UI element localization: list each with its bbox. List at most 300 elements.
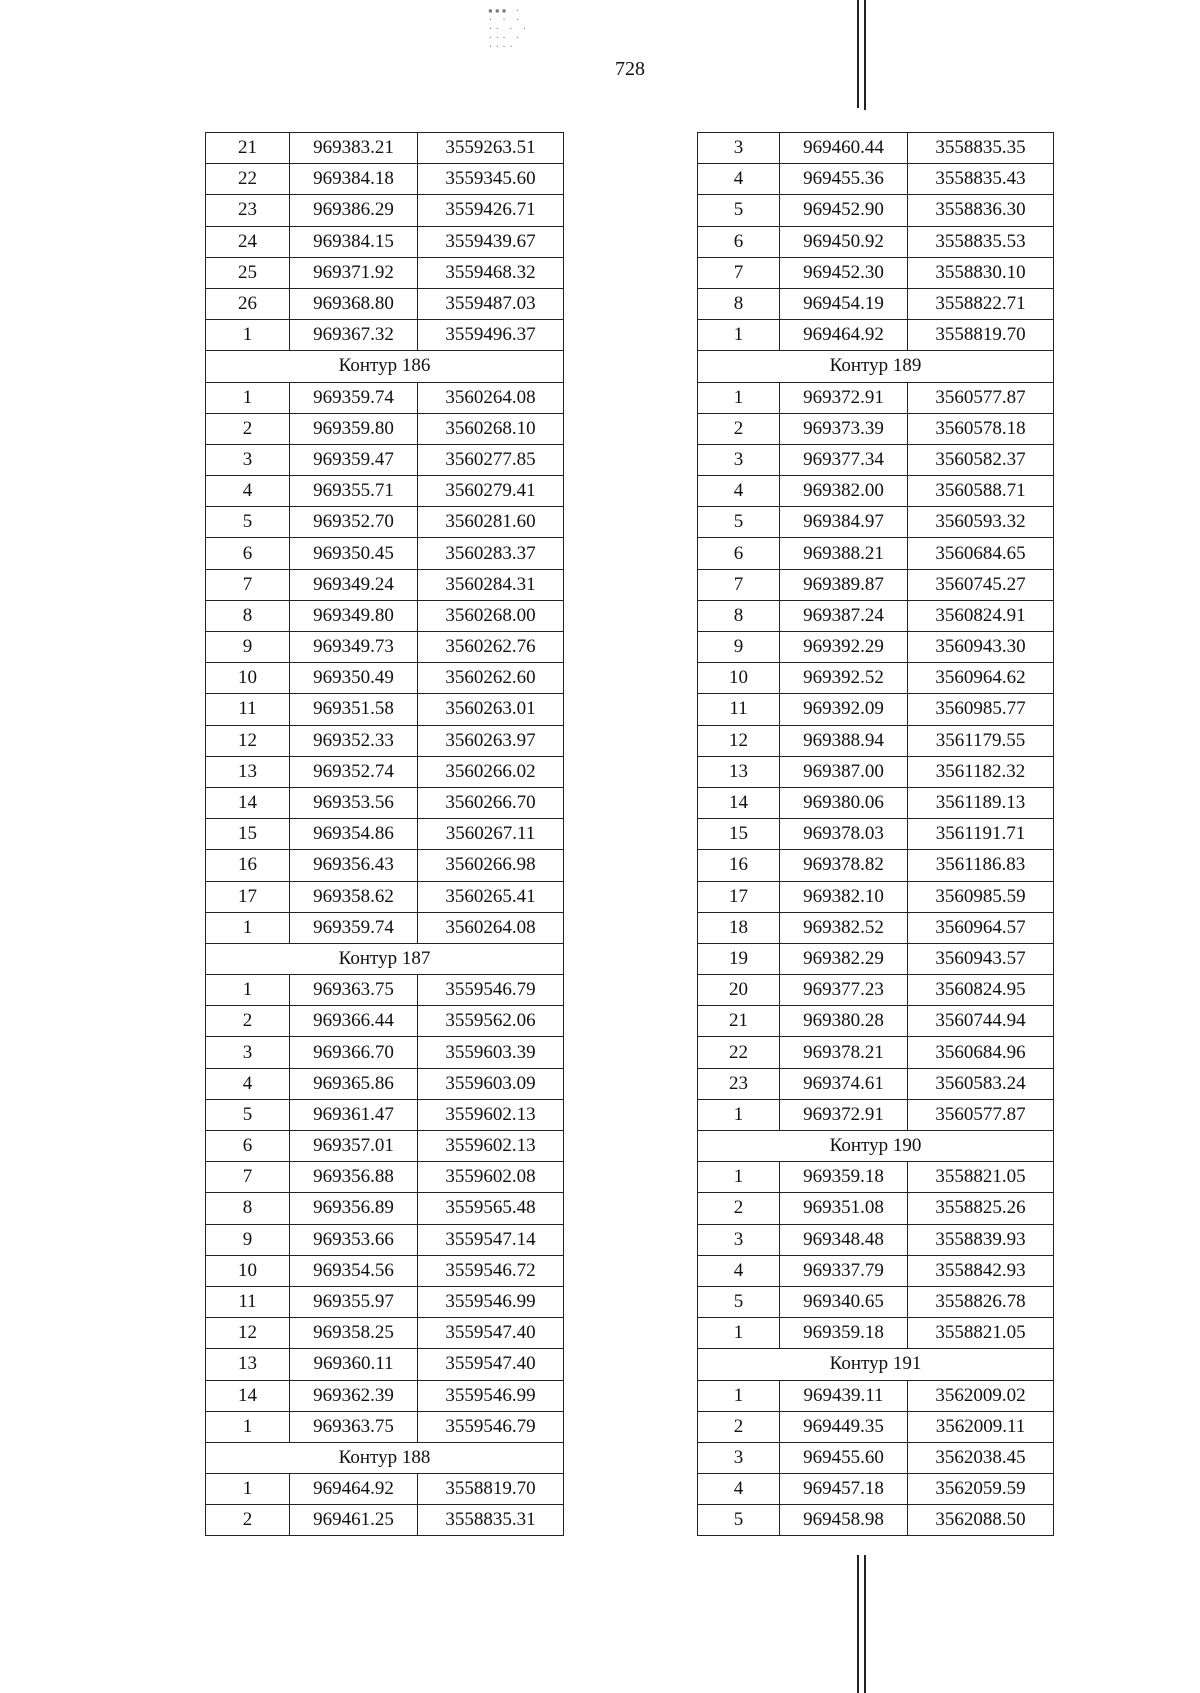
coord-y: 3560593.32 bbox=[908, 507, 1054, 538]
point-number: 25 bbox=[206, 257, 290, 288]
coord-y: 3560267.11 bbox=[418, 819, 564, 850]
coord-x: 969356.89 bbox=[290, 1193, 418, 1224]
coord-y: 3558825.26 bbox=[908, 1193, 1054, 1224]
coord-x: 969349.73 bbox=[290, 632, 418, 663]
coord-y: 3560262.60 bbox=[418, 663, 564, 694]
coord-y: 3561191.71 bbox=[908, 819, 1054, 850]
point-number: 6 bbox=[206, 538, 290, 569]
contour-title: Контур 186 bbox=[206, 351, 564, 382]
table-row bbox=[698, 320, 1054, 351]
point-number: 10 bbox=[206, 1255, 290, 1286]
table-row bbox=[206, 569, 564, 600]
coord-y: 3559602.13 bbox=[418, 1099, 564, 1130]
coord-x: 969373.39 bbox=[780, 413, 908, 444]
point-number: 8 bbox=[206, 600, 290, 631]
point-number: 1 bbox=[206, 912, 290, 943]
contour-header-row bbox=[698, 1131, 1054, 1162]
table-row bbox=[698, 1006, 1054, 1037]
coord-x: 969367.32 bbox=[290, 320, 418, 351]
coord-x: 969350.45 bbox=[290, 538, 418, 569]
coord-x: 969359.47 bbox=[290, 444, 418, 475]
coord-x: 969389.87 bbox=[780, 569, 908, 600]
table-row bbox=[698, 569, 1054, 600]
coord-y: 3559546.79 bbox=[418, 1411, 564, 1442]
point-number: 4 bbox=[698, 476, 780, 507]
coord-x: 969372.91 bbox=[780, 1099, 908, 1130]
table-row bbox=[206, 1474, 564, 1505]
table-row bbox=[206, 257, 564, 288]
table-row bbox=[698, 1474, 1054, 1505]
coord-y: 3560578.18 bbox=[908, 413, 1054, 444]
coord-x: 969388.94 bbox=[780, 725, 908, 756]
table-row bbox=[698, 507, 1054, 538]
contour-header-row bbox=[206, 1442, 564, 1473]
table-row bbox=[698, 226, 1054, 257]
coord-y: 3559546.79 bbox=[418, 975, 564, 1006]
coord-x: 969392.09 bbox=[780, 694, 908, 725]
coord-x: 969349.24 bbox=[290, 569, 418, 600]
point-number: 7 bbox=[206, 569, 290, 600]
coord-x: 969352.33 bbox=[290, 725, 418, 756]
coord-y: 3558821.05 bbox=[908, 1318, 1054, 1349]
coord-x: 969372.91 bbox=[780, 382, 908, 413]
table-row bbox=[206, 1505, 564, 1536]
contour-header-row bbox=[698, 351, 1054, 382]
table-row bbox=[206, 850, 564, 881]
coord-y: 3560684.65 bbox=[908, 538, 1054, 569]
binding-line-bottom-2 bbox=[864, 1555, 866, 1693]
coord-x: 969352.74 bbox=[290, 756, 418, 787]
coord-x: 969359.80 bbox=[290, 413, 418, 444]
table-row bbox=[698, 413, 1054, 444]
point-number: 12 bbox=[698, 725, 780, 756]
coord-y: 3560943.57 bbox=[908, 943, 1054, 974]
table-row bbox=[206, 975, 564, 1006]
point-number: 22 bbox=[206, 164, 290, 195]
table-row bbox=[206, 288, 564, 319]
table-row bbox=[698, 1037, 1054, 1068]
point-number: 2 bbox=[698, 413, 780, 444]
coord-y: 3560268.00 bbox=[418, 600, 564, 631]
coord-x: 969387.00 bbox=[780, 756, 908, 787]
point-number: 24 bbox=[206, 226, 290, 257]
table-row bbox=[698, 725, 1054, 756]
coord-x: 969356.88 bbox=[290, 1162, 418, 1193]
coord-y: 3558835.53 bbox=[908, 226, 1054, 257]
coord-x: 969464.92 bbox=[290, 1474, 418, 1505]
coord-y: 3558830.10 bbox=[908, 257, 1054, 288]
coord-y: 3559546.99 bbox=[418, 1380, 564, 1411]
coord-y: 3558822.71 bbox=[908, 288, 1054, 319]
coord-y: 3561189.13 bbox=[908, 787, 1054, 818]
table-row bbox=[206, 1068, 564, 1099]
table-row bbox=[698, 850, 1054, 881]
point-number: 16 bbox=[698, 850, 780, 881]
contour-header-row bbox=[698, 1349, 1054, 1380]
coord-y: 3560684.96 bbox=[908, 1037, 1054, 1068]
table-row bbox=[206, 1411, 564, 1442]
scan-smudge: ▪▪▪ · · · · ·· · · ··· · ···· bbox=[488, 6, 529, 51]
table-row bbox=[698, 1162, 1054, 1193]
coord-x: 969348.48 bbox=[780, 1224, 908, 1255]
point-number: 22 bbox=[698, 1037, 780, 1068]
coord-y: 3560745.27 bbox=[908, 569, 1054, 600]
coord-y: 3560284.31 bbox=[418, 569, 564, 600]
point-number: 2 bbox=[698, 1411, 780, 1442]
coord-y: 3562009.11 bbox=[908, 1411, 1054, 1442]
coord-x: 969356.43 bbox=[290, 850, 418, 881]
table-row bbox=[206, 881, 564, 912]
point-number: 5 bbox=[206, 507, 290, 538]
coord-y: 3559565.48 bbox=[418, 1193, 564, 1224]
table-row bbox=[206, 1006, 564, 1037]
coord-y: 3558835.35 bbox=[908, 133, 1054, 164]
table-row bbox=[698, 133, 1054, 164]
coord-x: 969349.80 bbox=[290, 600, 418, 631]
coord-x: 969384.97 bbox=[780, 507, 908, 538]
table-row bbox=[698, 195, 1054, 226]
coord-x: 969377.34 bbox=[780, 444, 908, 475]
coord-y: 3561182.32 bbox=[908, 756, 1054, 787]
coord-x: 969449.35 bbox=[780, 1411, 908, 1442]
table-row bbox=[698, 1193, 1054, 1224]
coord-y: 3559426.71 bbox=[418, 195, 564, 226]
coord-x: 969360.11 bbox=[290, 1349, 418, 1380]
binding-line-top-2 bbox=[864, 0, 866, 110]
coord-y: 3559603.09 bbox=[418, 1068, 564, 1099]
coord-x: 969354.56 bbox=[290, 1255, 418, 1286]
coord-y: 3558842.93 bbox=[908, 1255, 1054, 1286]
coord-y: 3560266.98 bbox=[418, 850, 564, 881]
point-number: 2 bbox=[698, 1193, 780, 1224]
coord-y: 3559547.40 bbox=[418, 1318, 564, 1349]
table-row bbox=[206, 1037, 564, 1068]
table-row bbox=[206, 320, 564, 351]
coord-x: 969354.86 bbox=[290, 819, 418, 850]
coord-x: 969382.52 bbox=[780, 912, 908, 943]
coord-x: 969359.18 bbox=[780, 1318, 908, 1349]
coord-y: 3559487.03 bbox=[418, 288, 564, 319]
table-row bbox=[698, 1380, 1054, 1411]
table-row bbox=[698, 912, 1054, 943]
coord-y: 3559546.99 bbox=[418, 1286, 564, 1317]
table-row bbox=[698, 787, 1054, 818]
point-number: 5 bbox=[698, 507, 780, 538]
table-row bbox=[206, 1193, 564, 1224]
point-number: 9 bbox=[206, 1224, 290, 1255]
table-row bbox=[698, 1255, 1054, 1286]
point-number: 7 bbox=[698, 569, 780, 600]
coord-y: 3558826.78 bbox=[908, 1286, 1054, 1317]
coord-y: 3560264.08 bbox=[418, 382, 564, 413]
point-number: 8 bbox=[698, 600, 780, 631]
contour-header-row bbox=[206, 943, 564, 974]
contour-title: Контур 191 bbox=[698, 1349, 1054, 1380]
coord-x: 969355.71 bbox=[290, 476, 418, 507]
coord-y: 3558835.43 bbox=[908, 164, 1054, 195]
coord-x: 969464.92 bbox=[780, 320, 908, 351]
coord-y: 3558835.31 bbox=[418, 1505, 564, 1536]
point-number: 3 bbox=[698, 133, 780, 164]
coord-y: 3560279.41 bbox=[418, 476, 564, 507]
point-number: 1 bbox=[206, 382, 290, 413]
coord-x: 969392.52 bbox=[780, 663, 908, 694]
point-number: 3 bbox=[206, 444, 290, 475]
coord-y: 3559345.60 bbox=[418, 164, 564, 195]
coord-x: 969380.28 bbox=[780, 1006, 908, 1037]
point-number: 23 bbox=[698, 1068, 780, 1099]
coord-y: 3560283.37 bbox=[418, 538, 564, 569]
point-number: 4 bbox=[206, 1068, 290, 1099]
coord-x: 969378.21 bbox=[780, 1037, 908, 1068]
point-number: 4 bbox=[698, 1474, 780, 1505]
coord-x: 969350.49 bbox=[290, 663, 418, 694]
point-number: 6 bbox=[698, 226, 780, 257]
point-number: 4 bbox=[206, 476, 290, 507]
coord-y: 3560262.76 bbox=[418, 632, 564, 663]
coord-y: 3560577.87 bbox=[908, 382, 1054, 413]
coord-y: 3562038.45 bbox=[908, 1442, 1054, 1473]
coord-x: 969359.18 bbox=[780, 1162, 908, 1193]
coord-x: 969357.01 bbox=[290, 1131, 418, 1162]
coord-y: 3559496.37 bbox=[418, 320, 564, 351]
coord-x: 969461.25 bbox=[290, 1505, 418, 1536]
coord-x: 969457.18 bbox=[780, 1474, 908, 1505]
point-number: 3 bbox=[698, 1224, 780, 1255]
coord-y: 3560263.97 bbox=[418, 725, 564, 756]
binding-line-bottom bbox=[857, 1555, 859, 1693]
table-row bbox=[698, 1068, 1054, 1099]
coordinates-table-right bbox=[697, 132, 1054, 1536]
point-number: 14 bbox=[698, 787, 780, 818]
point-number: 19 bbox=[698, 943, 780, 974]
coord-x: 969439.11 bbox=[780, 1380, 908, 1411]
coord-x: 969355.97 bbox=[290, 1286, 418, 1317]
coord-x: 969392.29 bbox=[780, 632, 908, 663]
coord-x: 969368.80 bbox=[290, 288, 418, 319]
point-number: 6 bbox=[698, 538, 780, 569]
coord-x: 969384.15 bbox=[290, 226, 418, 257]
coord-x: 969362.39 bbox=[290, 1380, 418, 1411]
coord-x: 969452.30 bbox=[780, 257, 908, 288]
coord-x: 969352.70 bbox=[290, 507, 418, 538]
point-number: 3 bbox=[698, 444, 780, 475]
point-number: 5 bbox=[698, 1286, 780, 1317]
table-row bbox=[206, 476, 564, 507]
point-number: 15 bbox=[206, 819, 290, 850]
coord-x: 969382.29 bbox=[780, 943, 908, 974]
point-number: 3 bbox=[698, 1442, 780, 1473]
table-row bbox=[206, 1318, 564, 1349]
coord-x: 969377.23 bbox=[780, 975, 908, 1006]
coord-y: 3560583.24 bbox=[908, 1068, 1054, 1099]
point-number: 7 bbox=[206, 1162, 290, 1193]
point-number: 18 bbox=[698, 912, 780, 943]
coord-y: 3560964.57 bbox=[908, 912, 1054, 943]
coord-y: 3560943.30 bbox=[908, 632, 1054, 663]
coord-y: 3560281.60 bbox=[418, 507, 564, 538]
point-number: 2 bbox=[206, 1006, 290, 1037]
point-number: 13 bbox=[206, 756, 290, 787]
point-number: 8 bbox=[698, 288, 780, 319]
coord-x: 969340.65 bbox=[780, 1286, 908, 1317]
coord-x: 969452.90 bbox=[780, 195, 908, 226]
table-row bbox=[206, 1099, 564, 1130]
coord-y: 3560277.85 bbox=[418, 444, 564, 475]
coord-y: 3560985.59 bbox=[908, 881, 1054, 912]
table-row bbox=[206, 444, 564, 475]
point-number: 5 bbox=[698, 1505, 780, 1536]
table-row bbox=[206, 195, 564, 226]
point-number: 17 bbox=[698, 881, 780, 912]
table-row bbox=[698, 1505, 1054, 1536]
table-row bbox=[206, 382, 564, 413]
point-number: 6 bbox=[206, 1131, 290, 1162]
point-number: 11 bbox=[698, 694, 780, 725]
point-number: 15 bbox=[698, 819, 780, 850]
coord-y: 3560582.37 bbox=[908, 444, 1054, 475]
contour-title: Контур 188 bbox=[206, 1442, 564, 1473]
coord-x: 969458.98 bbox=[780, 1505, 908, 1536]
coord-y: 3560964.62 bbox=[908, 663, 1054, 694]
coord-x: 969382.00 bbox=[780, 476, 908, 507]
table-row bbox=[698, 881, 1054, 912]
table-row bbox=[698, 663, 1054, 694]
table-row bbox=[698, 382, 1054, 413]
table-row bbox=[206, 787, 564, 818]
table-row bbox=[206, 413, 564, 444]
point-number: 1 bbox=[698, 1162, 780, 1193]
coord-y: 3559562.06 bbox=[418, 1006, 564, 1037]
coord-x: 969359.74 bbox=[290, 382, 418, 413]
point-number: 10 bbox=[698, 663, 780, 694]
coord-y: 3560265.41 bbox=[418, 881, 564, 912]
table-row bbox=[698, 257, 1054, 288]
coord-x: 969365.86 bbox=[290, 1068, 418, 1099]
coord-y: 3560824.95 bbox=[908, 975, 1054, 1006]
point-number: 2 bbox=[206, 413, 290, 444]
point-number: 9 bbox=[206, 632, 290, 663]
coord-y: 3560266.70 bbox=[418, 787, 564, 818]
table-row bbox=[698, 164, 1054, 195]
coord-y: 3560264.08 bbox=[418, 912, 564, 943]
coord-x: 969386.29 bbox=[290, 195, 418, 226]
table-row bbox=[206, 226, 564, 257]
table-row bbox=[206, 1162, 564, 1193]
point-number: 11 bbox=[206, 1286, 290, 1317]
point-number: 13 bbox=[206, 1349, 290, 1380]
coord-y: 3559546.72 bbox=[418, 1255, 564, 1286]
coord-x: 969383.21 bbox=[290, 133, 418, 164]
table-row bbox=[698, 1318, 1054, 1349]
coord-y: 3559603.39 bbox=[418, 1037, 564, 1068]
coord-y: 3560588.71 bbox=[908, 476, 1054, 507]
table-row bbox=[698, 444, 1054, 475]
coord-y: 3559547.40 bbox=[418, 1349, 564, 1380]
point-number: 20 bbox=[698, 975, 780, 1006]
coord-y: 3560824.91 bbox=[908, 600, 1054, 631]
table-row bbox=[206, 1131, 564, 1162]
table-row bbox=[698, 1442, 1054, 1473]
coord-x: 969450.92 bbox=[780, 226, 908, 257]
point-number: 5 bbox=[206, 1099, 290, 1130]
coord-x: 969337.79 bbox=[780, 1255, 908, 1286]
table-row bbox=[698, 756, 1054, 787]
table-row bbox=[698, 943, 1054, 974]
table-row bbox=[698, 632, 1054, 663]
table-row bbox=[206, 1255, 564, 1286]
coord-x: 969353.56 bbox=[290, 787, 418, 818]
table-row bbox=[698, 1411, 1054, 1442]
point-number: 1 bbox=[698, 1318, 780, 1349]
point-number: 23 bbox=[206, 195, 290, 226]
coord-x: 969378.03 bbox=[780, 819, 908, 850]
coord-x: 969351.58 bbox=[290, 694, 418, 725]
table-row bbox=[698, 538, 1054, 569]
table-row bbox=[206, 538, 564, 569]
contour-title: Контур 189 bbox=[698, 351, 1054, 382]
point-number: 1 bbox=[206, 1411, 290, 1442]
coord-x: 969353.66 bbox=[290, 1224, 418, 1255]
coord-y: 3560268.10 bbox=[418, 413, 564, 444]
point-number: 1 bbox=[698, 320, 780, 351]
coord-x: 969460.44 bbox=[780, 133, 908, 164]
point-number: 10 bbox=[206, 663, 290, 694]
coord-x: 969382.10 bbox=[780, 881, 908, 912]
coord-y: 3559602.13 bbox=[418, 1131, 564, 1162]
point-number: 3 bbox=[206, 1037, 290, 1068]
table-row bbox=[206, 164, 564, 195]
coord-x: 969366.44 bbox=[290, 1006, 418, 1037]
table-row bbox=[698, 288, 1054, 319]
page-number: 728 bbox=[615, 58, 645, 80]
table-row bbox=[206, 819, 564, 850]
coord-x: 969359.74 bbox=[290, 912, 418, 943]
coord-x: 969384.18 bbox=[290, 164, 418, 195]
contour-header-row bbox=[206, 351, 564, 382]
table-row bbox=[206, 1349, 564, 1380]
coord-x: 969358.25 bbox=[290, 1318, 418, 1349]
coord-y: 3562088.50 bbox=[908, 1505, 1054, 1536]
binding-line-top bbox=[857, 0, 859, 108]
point-number: 21 bbox=[206, 133, 290, 164]
coord-y: 3558836.30 bbox=[908, 195, 1054, 226]
table-row bbox=[698, 694, 1054, 725]
coord-y: 3562059.59 bbox=[908, 1474, 1054, 1505]
coord-y: 3558839.93 bbox=[908, 1224, 1054, 1255]
coord-y: 3558819.70 bbox=[908, 320, 1054, 351]
coord-y: 3560744.94 bbox=[908, 1006, 1054, 1037]
point-number: 8 bbox=[206, 1193, 290, 1224]
coord-x: 969371.92 bbox=[290, 257, 418, 288]
table-row bbox=[206, 632, 564, 663]
point-number: 12 bbox=[206, 1318, 290, 1349]
coord-y: 3561186.83 bbox=[908, 850, 1054, 881]
table-row bbox=[698, 600, 1054, 631]
point-number: 14 bbox=[206, 1380, 290, 1411]
point-number: 26 bbox=[206, 288, 290, 319]
table-row bbox=[206, 1224, 564, 1255]
table-row bbox=[206, 912, 564, 943]
coord-x: 969366.70 bbox=[290, 1037, 418, 1068]
coord-x: 969361.47 bbox=[290, 1099, 418, 1130]
coord-y: 3562009.02 bbox=[908, 1380, 1054, 1411]
table-row bbox=[698, 819, 1054, 850]
coord-y: 3561179.55 bbox=[908, 725, 1054, 756]
coord-x: 969455.36 bbox=[780, 164, 908, 195]
point-number: 1 bbox=[698, 382, 780, 413]
table-row bbox=[206, 756, 564, 787]
